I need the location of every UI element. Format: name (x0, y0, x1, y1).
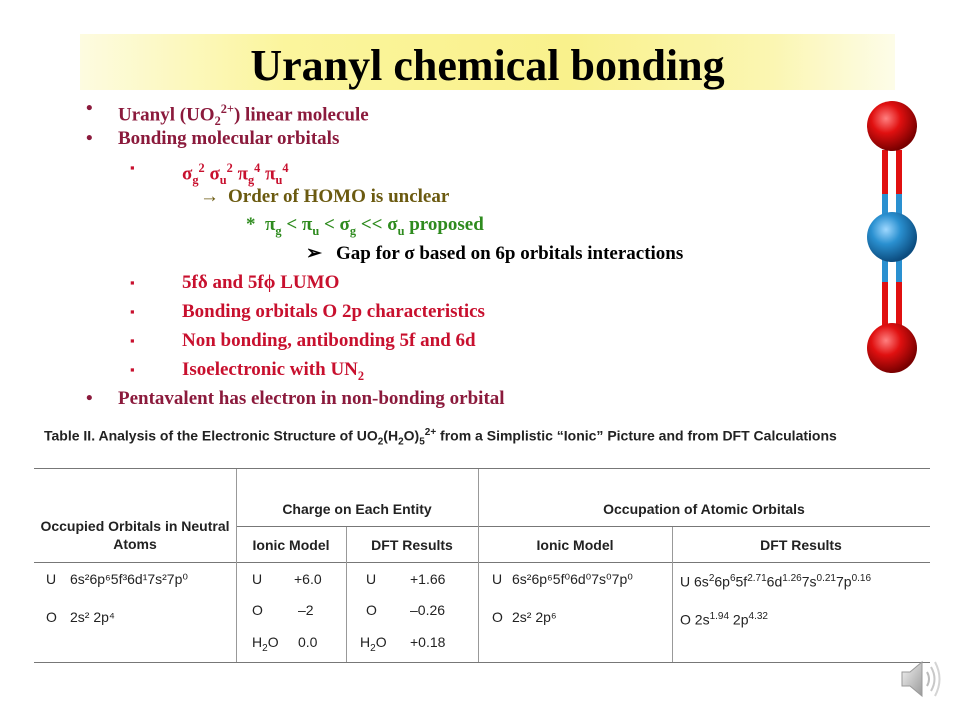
cell-dft-u-label: U (366, 571, 377, 587)
cell-ionic-o: –2 (298, 602, 314, 618)
cell-ionocc-o: 2s² 2p⁶ (512, 609, 557, 625)
cell-ionic-o-label: O (252, 602, 263, 618)
uranium-atom (867, 212, 917, 262)
bullet-bonding-mo: Bonding molecular orbitals (118, 128, 340, 149)
slide-title: Uranyl chemical bonding (250, 41, 725, 90)
cell-dft-h2o-label: $H_2O$ (360, 634, 387, 654)
header-dft-results-1: DFT Results (371, 537, 453, 553)
orbital-configuration: $\sigma_g^2$ $\sigma_u^2$ $\pi_g^4$ $\pi_u^4$ (182, 161, 289, 188)
cell-u-label: U (46, 571, 57, 587)
isoelectronic-line: Isoelectronic with $UN_2$ (182, 359, 365, 383)
proposed-order: * $\pi_g < \pi_u < \sigma_g << \sigma_u$ proposed (246, 214, 484, 238)
bullet-square: ▪ (130, 160, 135, 175)
table-caption: Table II. Analysis of the Electronic Structure of $UO_2(H_2O)_5^{2+}$ from a Simplistic “Ionic” Picture and from DFT Calculations (44, 427, 837, 448)
check-arrow-icon: ➢ (306, 243, 322, 264)
oxygen-atom-bottom (867, 323, 917, 373)
cell-ionic-h2o-label: $H_2O$ (252, 634, 279, 654)
cell-ionic-u: +6.0 (294, 571, 322, 587)
oxygen-atom-top (867, 101, 917, 151)
header-ionic-model-1: Ionic Model (252, 537, 330, 553)
cell-ionocc-u-label: U (492, 571, 503, 587)
gap-sigma: Gap for σ based on 6p orbitals interactions (336, 243, 684, 264)
header-dft-results-2: DFT Results (760, 537, 842, 553)
header-occupation: Occupation of Atomic Orbitals (603, 501, 805, 517)
header-charge: Charge on Each Entity (282, 501, 432, 517)
col-divider (478, 469, 479, 662)
cell-dft-h2o: +0.18 (410, 634, 446, 650)
col-divider (236, 469, 237, 662)
table-rule-head (34, 562, 930, 563)
bullet-pentavalent: Pentavalent has electron in non-bonding orbital (118, 388, 505, 409)
bullet-square: ▪ (130, 362, 135, 377)
cell-u-neutral: 6s²6p⁶5f³6d¹7s²7p⁰ (70, 571, 188, 587)
homo-order: Order of HOMO is unclear (228, 186, 450, 207)
cell-ionic-u-label: U (252, 571, 263, 587)
table-rule-top (34, 468, 930, 469)
cell-ionocc-u: 6s²6p⁶5f⁰6d⁰7s⁰7p⁰ (512, 571, 633, 587)
bonding-o2p: Bonding orbitals O 2p characteristics (182, 301, 485, 322)
bullet-square: ▪ (130, 304, 135, 319)
cell-ionocc-o-label: O (492, 609, 503, 625)
table-rule-bottom (34, 662, 930, 663)
cell-dft-o-label: O (366, 602, 377, 618)
bullet-uranyl-linear: Uranyl $(UO_2^{2+})$ linear molecule (118, 102, 369, 129)
nonbonding-line: Non bonding, antibonding 5f and 6d (182, 330, 476, 351)
header-occupied-orbitals: Occupied Orbitals in Neutral Atoms (40, 518, 230, 552)
cell-ionic-h2o: 0.0 (298, 634, 318, 650)
uranyl-molecule-figure (858, 98, 926, 380)
bullet-square: ▪ (130, 333, 135, 348)
arrow-icon: → (200, 186, 219, 207)
cell-o-label: O (46, 609, 57, 625)
cell-dftocc-u: U $6s^26p^65f^{2.71}6d^{1.26}7s^{0.21}7p^{0.16}$ (680, 573, 872, 590)
col-divider (346, 527, 347, 662)
bullet-dot: • (86, 98, 93, 119)
table-rule-mid (236, 526, 930, 527)
header-ionic-model-2: Ionic Model (536, 537, 614, 553)
bullet-dot: • (86, 388, 93, 409)
cell-dft-u: +1.66 (410, 571, 446, 587)
cell-dft-o: –0.26 (410, 602, 446, 618)
lumo-line: 5fδ and 5fϕ LUMO (182, 272, 340, 293)
bullet-dot: • (86, 128, 93, 149)
speaker-icon[interactable] (898, 654, 944, 704)
bullet-square: ▪ (130, 275, 135, 290)
cell-o-neutral: 2s² 2p⁴ (70, 609, 115, 625)
cell-dftocc-o: O $2s^{1.94}$ $2p^{4.32}$ (680, 611, 768, 628)
col-divider (672, 527, 673, 662)
